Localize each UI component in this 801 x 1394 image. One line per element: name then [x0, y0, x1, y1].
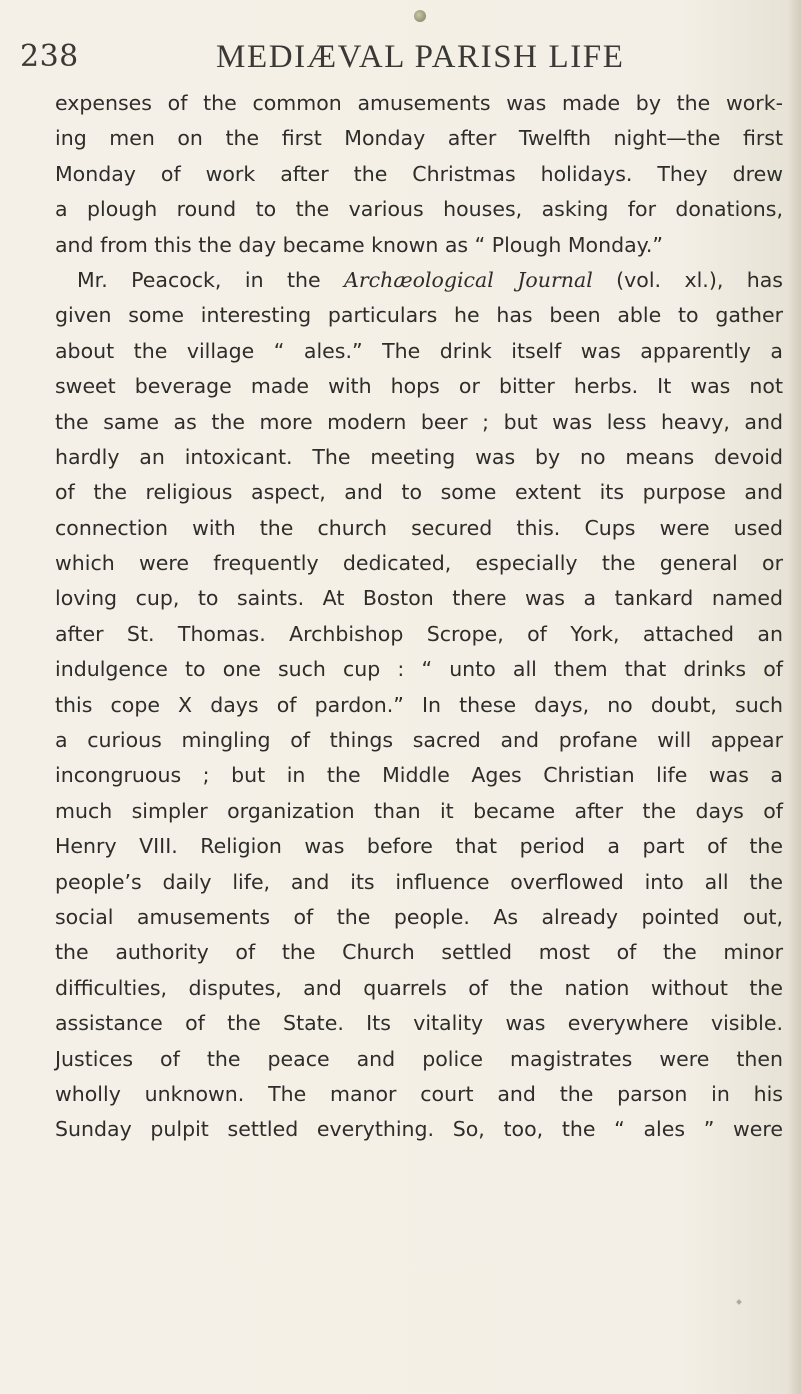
ornament-dot	[414, 10, 426, 22]
text-line: loving cup, to saints. At Boston there was a tankard named	[55, 586, 783, 611]
text-line: Sunday pulpit settled everything. So, too, the “ ales ” were	[55, 1117, 783, 1142]
text-line: Monday of work after the Christmas holidays. They drew	[55, 161, 783, 186]
text-line: and from this the day became known as “ Plough Monday.”	[55, 232, 664, 257]
text-line: hardly an intoxicant. The meeting was by no means devoid	[55, 444, 783, 469]
text-line-journal	[55, 263, 783, 298]
text-line: assistance of the State. Its vitality was everywhere visible.	[55, 1011, 783, 1036]
text-line: sweet beverage made with hops or bitter herbs. It was not	[55, 374, 783, 399]
text-line: expenses of the common amusements was made by the work-	[55, 91, 783, 115]
text-line: about the village “ ales.” The drink itself was apparently a	[55, 338, 783, 363]
text-line: connection with the church secured this. Cups were used	[55, 515, 783, 540]
text-line: a curious mingling of things sacred and profane will appear	[55, 728, 783, 753]
text-line: this cope X days of pardon.” In these days, no doubt, such	[55, 692, 783, 717]
text-line: social amusements of the people. As already pointed out,	[55, 904, 783, 929]
paper-speck	[736, 1299, 742, 1305]
text-segment: (vol. xl.), has	[592, 267, 783, 292]
text-line: which were frequently dedicated, especially the general or	[55, 551, 783, 576]
text-line: given some interesting particulars he has been able to gather	[55, 303, 783, 328]
running-head	[20, 34, 740, 80]
text-line: the same as the more modern beer ; but was less heavy, and	[55, 409, 783, 434]
body-text	[55, 86, 783, 1148]
text-line: indulgence to one such cup : “ unto all them that drinks of	[55, 657, 783, 682]
running-title: MEDIÆVAL PARISH LIFE	[216, 39, 625, 75]
text-line: of the religious aspect, and to some extent its purpose and	[55, 480, 783, 505]
page-number: 238	[20, 39, 79, 74]
text-line: much simpler organization than it became after the days of	[55, 798, 783, 823]
text-line: a plough round to the various houses, asking for donations,	[55, 197, 783, 222]
journal-title: Archæological Journal	[344, 267, 593, 292]
text-line: ing men on the first Monday after Twelfth night—the first	[55, 126, 783, 151]
text-line: the authority of the Church settled most of the minor	[55, 940, 783, 965]
text-line: Henry VIII. Religion was before that period a part of the	[55, 834, 783, 859]
text-line: wholly unknown. The manor court and the parson in his	[55, 1081, 783, 1106]
text-line: Justices of the peace and police magistrates were then	[55, 1046, 783, 1071]
text-line: incongruous ; but in the Middle Ages Christian life was a	[55, 763, 783, 788]
text-line: people’s daily life, and its influence overflowed into all the	[55, 869, 783, 894]
text-segment: Mr. Peacock, in the	[77, 267, 345, 292]
text-line: after St. Thomas. Archbishop Scrope, of York, attached an	[55, 621, 783, 646]
page-edge-shadow	[787, 0, 801, 1394]
text-line: difficulties, disputes, and quarrels of the nation without the	[55, 975, 783, 1000]
